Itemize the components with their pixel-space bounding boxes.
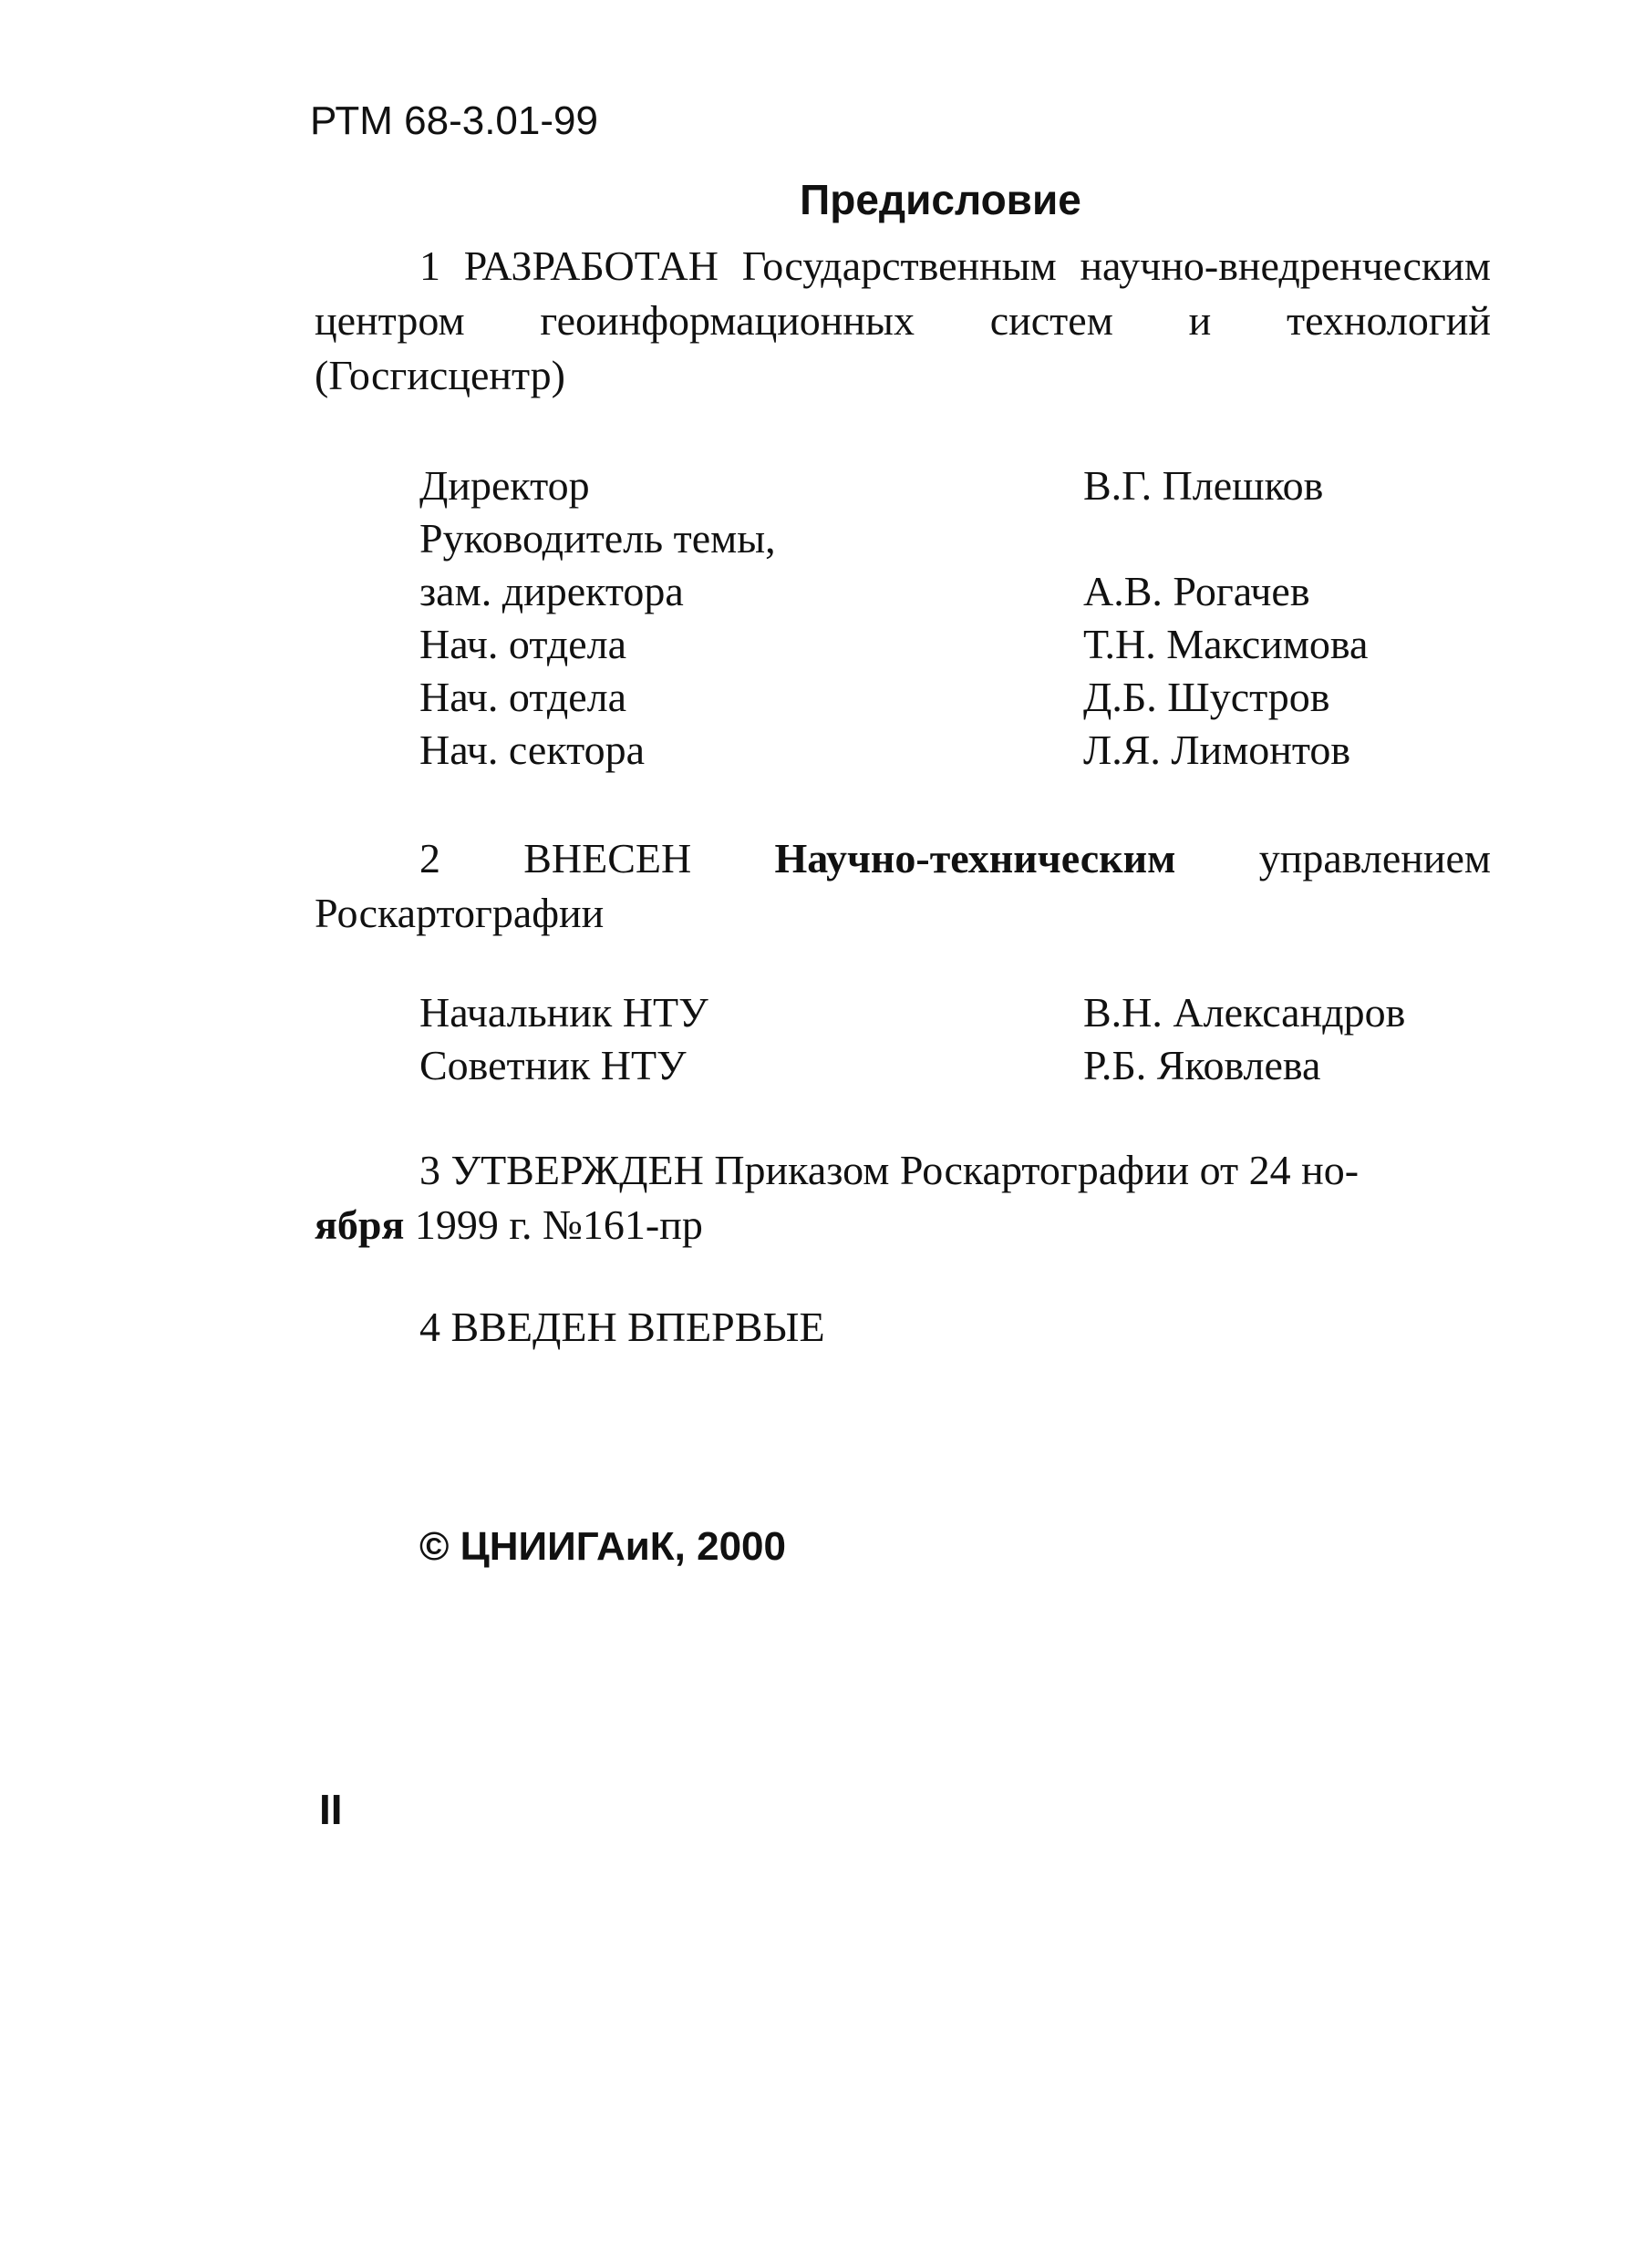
staff-row [419, 671, 1514, 724]
staff-row [419, 459, 1514, 512]
section-2-bold-text: Научно-техническим [774, 835, 1176, 881]
staff-role: Нач. сектора [419, 727, 645, 773]
section-3-text-b: 1999 г. №161-пр [414, 1201, 703, 1248]
staff-row [419, 618, 1514, 671]
section-3-text-a: Приказом Роскартографии от 24 но- [714, 1147, 1360, 1193]
section-2-label: 2 ВНЕСЕН [419, 835, 692, 881]
staff-role: Начальник НТУ [419, 989, 708, 1036]
section-4-text: 4 ВВЕДЕН ВПЕРВЫЕ [419, 1304, 825, 1350]
staff-role: Нач. отдела [419, 674, 627, 720]
staff-row [419, 986, 1514, 1039]
staff-row [419, 724, 1514, 777]
section-2-paragraph [315, 831, 1491, 941]
staff-row [419, 565, 1514, 618]
staff-role: зам. директора [419, 568, 684, 614]
section-1-label: 1 РАЗРАБОТАН [419, 242, 719, 289]
copyright-notice: © ЦНИИГАиК, 2000 [419, 1524, 786, 1569]
staff-person: Р.Б. Яковлева [1083, 1042, 1321, 1088]
section-2-text: управлением Роскартографии [315, 835, 1492, 936]
staff-role: Нач. отдела [419, 621, 627, 667]
section-1-paragraph [315, 239, 1491, 403]
staff-person: В.Н. Александров [1083, 989, 1406, 1036]
staff-row [419, 512, 1514, 565]
section-3-bold-text: ября [315, 1201, 405, 1248]
staff-person: Л.Я. Лимонтов [1083, 727, 1351, 773]
staff-role: Руководитель темы, [419, 515, 776, 562]
page-title: Предисловие [800, 176, 1081, 223]
section-3-paragraph [315, 1143, 1491, 1253]
staff-list-developers [419, 459, 1514, 777]
staff-role: Директор [419, 462, 590, 509]
document-code: РТМ 68-3.01-99 [310, 98, 598, 143]
section-4-paragraph [315, 1300, 1491, 1355]
staff-row [419, 1039, 1514, 1092]
staff-person: В.Г. Плешков [1083, 462, 1324, 509]
staff-role: Советник НТУ [419, 1042, 687, 1088]
page-number: II [319, 1786, 343, 1833]
section-3-label: 3 УТВЕРЖДЕН [419, 1147, 704, 1193]
staff-list-submitters [419, 986, 1514, 1092]
staff-person: Т.Н. Максимова [1083, 621, 1369, 667]
staff-person: А.В. Рогачев [1083, 568, 1310, 614]
staff-person: Д.Б. Шустров [1083, 674, 1330, 720]
section-1-text: Государственным научно-внедренческим центром геоинформационных систем и технологий (Госгисцентр) [315, 242, 1491, 398]
